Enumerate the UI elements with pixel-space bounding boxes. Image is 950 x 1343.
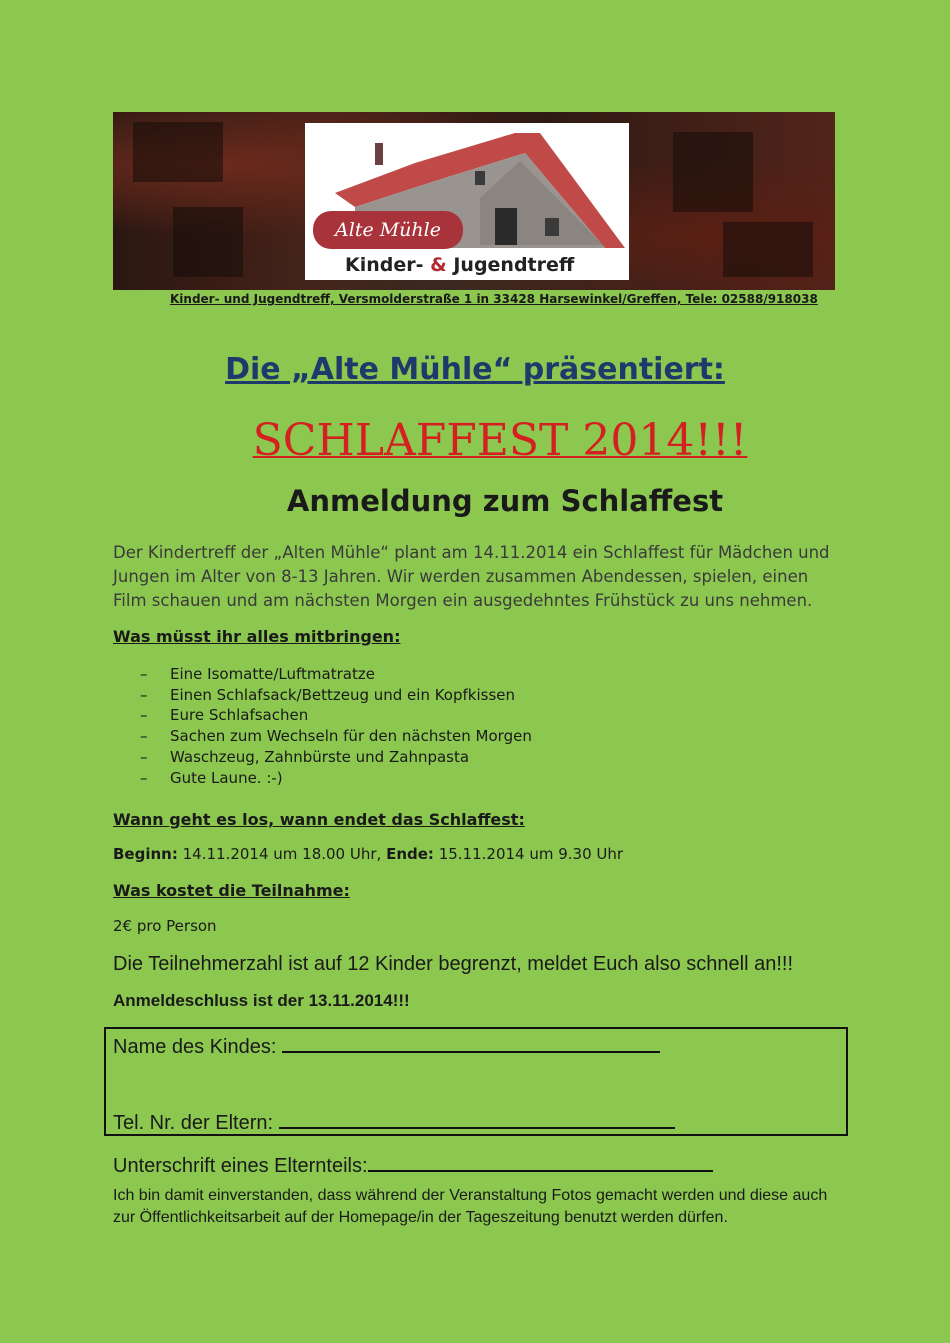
child-name-field[interactable] xyxy=(113,1031,660,1059)
cost-value: 2€ pro Person xyxy=(113,917,217,935)
when-heading: Wann geht es los, wann endet das Schlaffest: xyxy=(113,810,525,829)
signature-input-line[interactable] xyxy=(368,1150,713,1172)
logo-script-text: Alte Mühle xyxy=(313,211,463,249)
signature-field[interactable] xyxy=(113,1150,713,1178)
logo xyxy=(305,123,629,280)
logo-sub-amp: & xyxy=(430,254,447,276)
event-times xyxy=(113,845,623,863)
list-item: – Eine Isomatte/Luftmatratze xyxy=(140,664,532,685)
end-value: 15.11.2014 um 9.30 Uhr xyxy=(438,845,624,863)
list-item: – Sachen zum Wechseln für den nächsten Morgen xyxy=(140,726,532,747)
logo-sub-kinder: Kinder- xyxy=(345,254,424,276)
bring-list xyxy=(140,664,532,788)
header-banner xyxy=(113,112,835,290)
parent-phone-field[interactable] xyxy=(113,1107,675,1135)
child-name-input-line[interactable] xyxy=(282,1031,660,1053)
intro-paragraph: Der Kindertreff der „Alten Mühle“ plant am 14.11.2014 ein Schlaffest für Mädchen und Jungen im Alter von 8-13 Jahren. Wir werden zusammen Abendessen, spielen, einen Film schauen und am nächsten Morgen ein ausgedehntes Frühstück zu uns nehmen. xyxy=(113,543,830,610)
list-item: – Waschzeug, Zahnbürste und Zahnpasta xyxy=(140,747,532,768)
event-title: SCHLAFFEST 2014!!! xyxy=(252,415,748,466)
logo-sub-jugendtreff: Jugendtreff xyxy=(453,254,575,276)
begin-label: Beginn: xyxy=(113,845,178,863)
photo-consent-text: Ich bin damit einverstanden, dass während der Veranstaltung Fotos gemacht werden und diese auch zur Öffentlichkeitsarbeit auf der Homepage/in der Tageszeitung benutzt werden dürfen. xyxy=(113,1187,828,1226)
page-subtitle: Anmeldung zum Schlaffest xyxy=(286,484,724,518)
registration-deadline: Anmeldeschluss ist der 13.11.2014!!! xyxy=(113,991,410,1010)
cost-heading: Was kostet die Teilnahme: xyxy=(113,881,350,900)
list-item: – Gute Laune. :-) xyxy=(140,768,532,789)
child-name-label: Name des Kindes: xyxy=(113,1036,277,1058)
headline: Die „Alte Mühle“ präsentiert: xyxy=(225,352,725,387)
list-item: – Einen Schlafsack/Bettzeug und ein Kopfkissen xyxy=(140,685,532,706)
bring-heading: Was müsst ihr alles mitbringen: xyxy=(113,627,401,646)
signature-label: Unterschrift eines Elternteils: xyxy=(113,1155,368,1177)
logo-subtitle xyxy=(345,254,625,276)
end-label: Ende: xyxy=(386,845,434,863)
participant-limit: Die Teilnehmerzahl ist auf 12 Kinder begrenzt, meldet Euch also schnell an!!! xyxy=(113,953,794,975)
address-line: Kinder- und Jugendtreff, Versmolderstraße 1 in 33428 Harsewinkel/Greffen, Tele: 02588/918038 xyxy=(170,292,818,306)
parent-phone-label: Tel. Nr. der Eltern: xyxy=(113,1112,274,1134)
begin-value: 14.11.2014 um 18.00 Uhr, xyxy=(182,845,382,863)
list-item: – Eure Schlafsachen xyxy=(140,705,532,726)
parent-phone-input-line[interactable] xyxy=(279,1107,675,1129)
